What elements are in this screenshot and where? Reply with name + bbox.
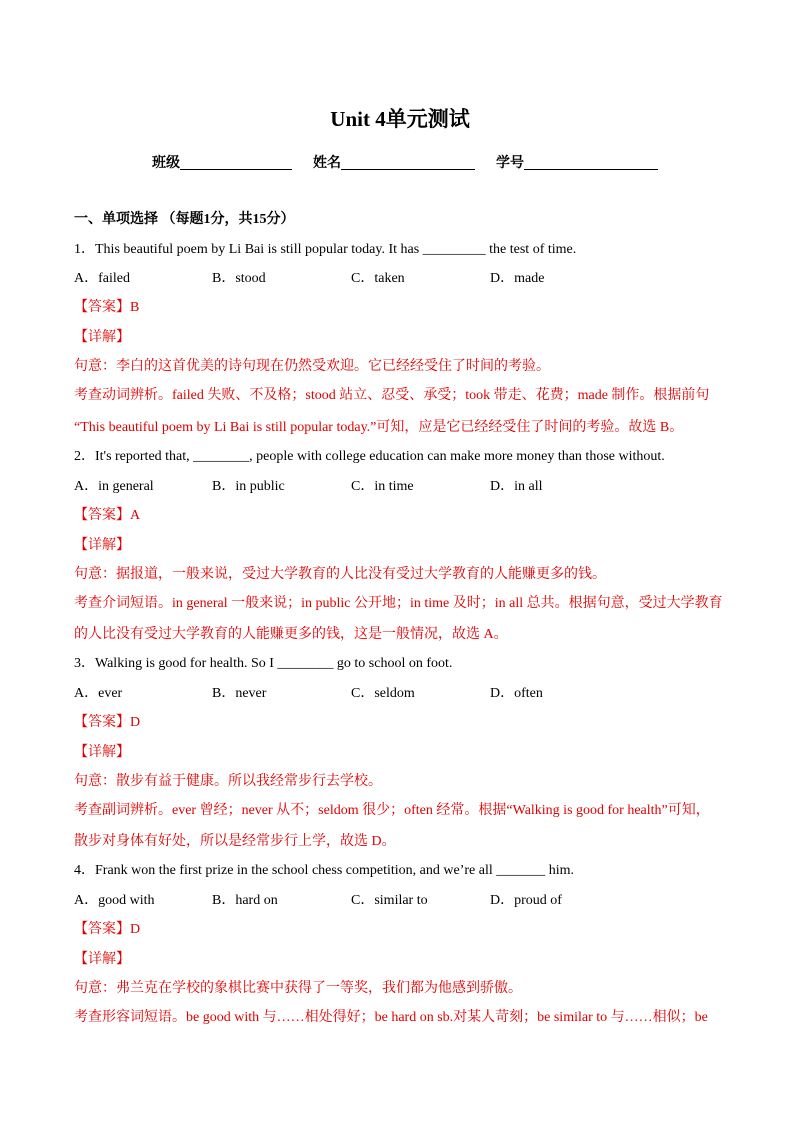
option-d: D．proud of — [490, 893, 562, 908]
number-blank[interactable] — [524, 155, 658, 170]
option-c: C．taken — [351, 271, 405, 286]
answer-line: 【答案】D — [74, 715, 141, 730]
explanation-line: 句意：据报道，一般来说，受过大学教育的人比没有受过大学教育的人能赚更多的钱。 — [74, 567, 606, 582]
explanation-line: 考查介词短语。in general 一般来说；in public 公开地；in time 及时；in all 总共。根据句意，受过大学教育 — [74, 596, 723, 611]
question-stem: 2．It's reported that, ________, people with college education can make more money than those without. — [74, 449, 665, 464]
answer-line: 【答案】D — [74, 922, 141, 937]
explanation-line: 考查形容词短语。be good with 与……相处得好；be hard on sb.对某人苛刻；be similar to 与……相似；be — [74, 1010, 708, 1025]
explanation-line: “This beautiful poem by Li Bai is still popular today.”可知，应是它已经经受住了时间的考验。故选 B。 — [74, 420, 684, 435]
detail-label: 【详解】 — [74, 330, 130, 345]
option-c: C．in time — [351, 479, 414, 494]
class-blank[interactable] — [180, 155, 292, 170]
option-b: B．never — [212, 686, 267, 701]
option-b: B．stood — [212, 271, 266, 286]
detail-label: 【详解】 — [74, 538, 130, 553]
option-c: C．seldom — [351, 686, 415, 701]
option-a: A．failed — [74, 271, 130, 286]
option-c: C．similar to — [351, 893, 428, 908]
detail-label: 【详解】 — [74, 952, 130, 967]
student-info-row — [152, 152, 658, 172]
answer-line: 【答案】B — [74, 300, 140, 315]
explanation-line: 考查副词辨析。ever 曾经；never 从不；seldom 很少；often 经常。根据“Walking is good for health”可知， — [74, 803, 710, 818]
question-stem: 4．Frank won the first prize in the school chess competition, and we’re all _______ him. — [74, 863, 575, 878]
number-label: 学号 — [496, 156, 524, 171]
section-heading: 一、单项选择 （每题1分，共15分） — [74, 212, 295, 227]
explanation-line: 句意：弗兰克在学校的象棋比赛中获得了一等奖，我们都为他感到骄傲。 — [74, 981, 522, 996]
explanation-line: 句意：李白的这首优美的诗句现在仍然受欢迎。它已经经受住了时间的考验。 — [74, 359, 550, 374]
explanation-line: 散步对身体有好处，所以是经常步行上学，故选 D。 — [74, 834, 396, 849]
question-stem: 1．This beautiful poem by Li Bai is still popular today. It has _________ the test of time. — [74, 242, 577, 257]
option-d: D．often — [490, 686, 543, 701]
detail-label: 【详解】 — [74, 745, 130, 760]
question-stem: 3．Walking is good for health. So I ________ go to school on foot. — [74, 656, 453, 671]
option-a: A．in general — [74, 479, 154, 494]
option-b: B．hard on — [212, 893, 278, 908]
explanation-line: 句意：散步有益于健康。所以我经常步行去学校。 — [74, 774, 382, 789]
option-d: D．made — [490, 271, 545, 286]
option-d: D．in all — [490, 479, 543, 494]
option-a: A．good with — [74, 893, 155, 908]
class-label: 班级 — [152, 156, 180, 171]
explanation-line: 考查动词辨析。failed 失败、不及格；stood 站立、忍受、承受；took 带走、花费；made 制作。根据前句 — [74, 388, 710, 403]
option-a: A．ever — [74, 686, 123, 701]
explanation-line: 的人比没有受过大学教育的人能赚更多的钱，这是一般情况，故选 A。 — [74, 627, 508, 642]
option-b: B．in public — [212, 479, 285, 494]
name-label: 姓名 — [313, 156, 341, 171]
answer-line: 【答案】A — [74, 508, 141, 523]
page-title: Unit 4单元测试 — [330, 107, 470, 131]
name-blank[interactable] — [341, 155, 475, 170]
